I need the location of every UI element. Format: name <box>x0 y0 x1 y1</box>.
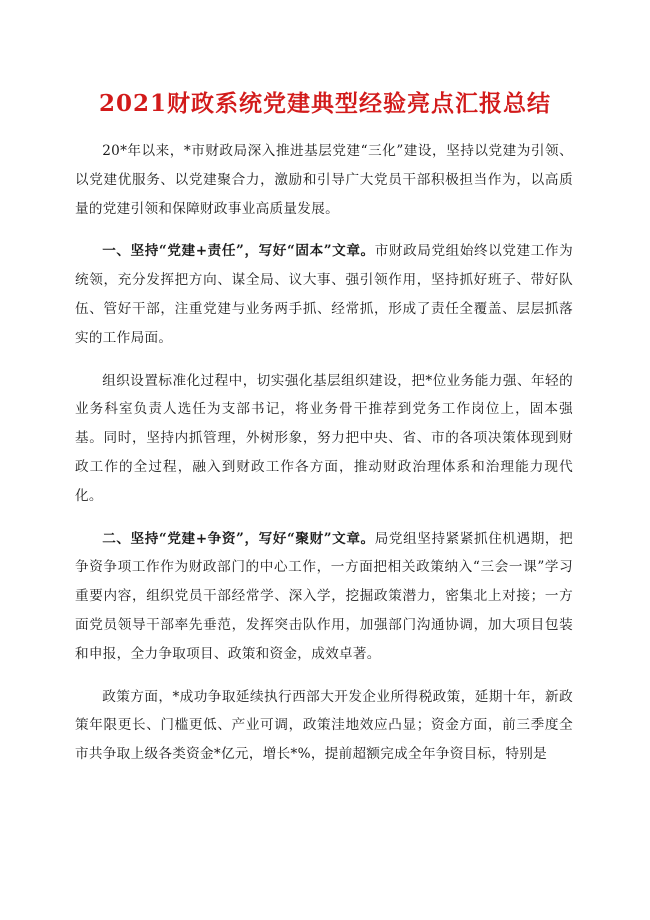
section-heading: 一、坚持“党建+责任”，写好“固本”文章。 <box>102 243 375 260</box>
paragraph-text: 政策方面，*成功争取延续执行西部大开发企业所得税政策，延期十年，新政策年限更长、门槛更低、产业可调，政策洼地效应凸显；资金方面，前三季度全市共争取上级各类资金*亿元，增长*%，提前超额完成全年争资目标，特别是 <box>75 688 573 763</box>
section-heading: 二、坚持“党建+争资”，写好“聚财”文章。 <box>102 530 375 547</box>
document-title: 2021财政系统党建典型经验亮点汇报总结 <box>98 90 551 117</box>
paragraph-intro <box>75 137 573 223</box>
paragraph-section-2 <box>75 525 573 669</box>
paragraph-text: 市财政局党组始终以党建工作为统领，充分发挥把方向、谋全局、议大事、强引领作用，坚持抓好班子、带好队伍、管好干部，注重党建与业务两手抓、经常抓，形成了责任全覆盖、层层抓落实的工作局面。 <box>75 243 574 346</box>
paragraph-text: 组织设置标准化过程中，切实强化基层组织建设，把*位业务能力强、年轻的业务科室负责人选任为支部书记，将业务骨干推荐到党务工作岗位上，固本强基。同时，坚持内抓管理，外树形象，努力把中央、省、市的各项决策体现到财政工作的全过程，融入到财政工作各方面，推动财政治理体系和治理能力现代化。 <box>75 372 573 504</box>
paragraph-text: 20*年以来，*市财政局深入推进基层党建“三化”建设，坚持以党建为引领、以党建优服务、以党建聚合力，激励和引导广大党员干部积极担当作为，以高质量的党建引领和保障财政事业高质量发展。 <box>75 143 573 217</box>
paragraph-section-1 <box>75 237 573 352</box>
paragraph-policy <box>75 683 573 769</box>
paragraph-text: 局党组坚持紧紧抓住机遇期，把争资争项工作作为财政部门的中心工作，一方面把相关政策纳入“三会一课”学习重要内容，组织党员干部经常学、深入学，挖掘政策潜力，密集北上对接；一方面党员领导干部率先垂范，发挥突击队作用，加强部门沟通协调，加大项目包装和申报，全力争取项目、政策和资金，成效卓著。 <box>75 530 574 662</box>
paragraph-organization <box>75 367 573 511</box>
document-body <box>75 137 573 783</box>
